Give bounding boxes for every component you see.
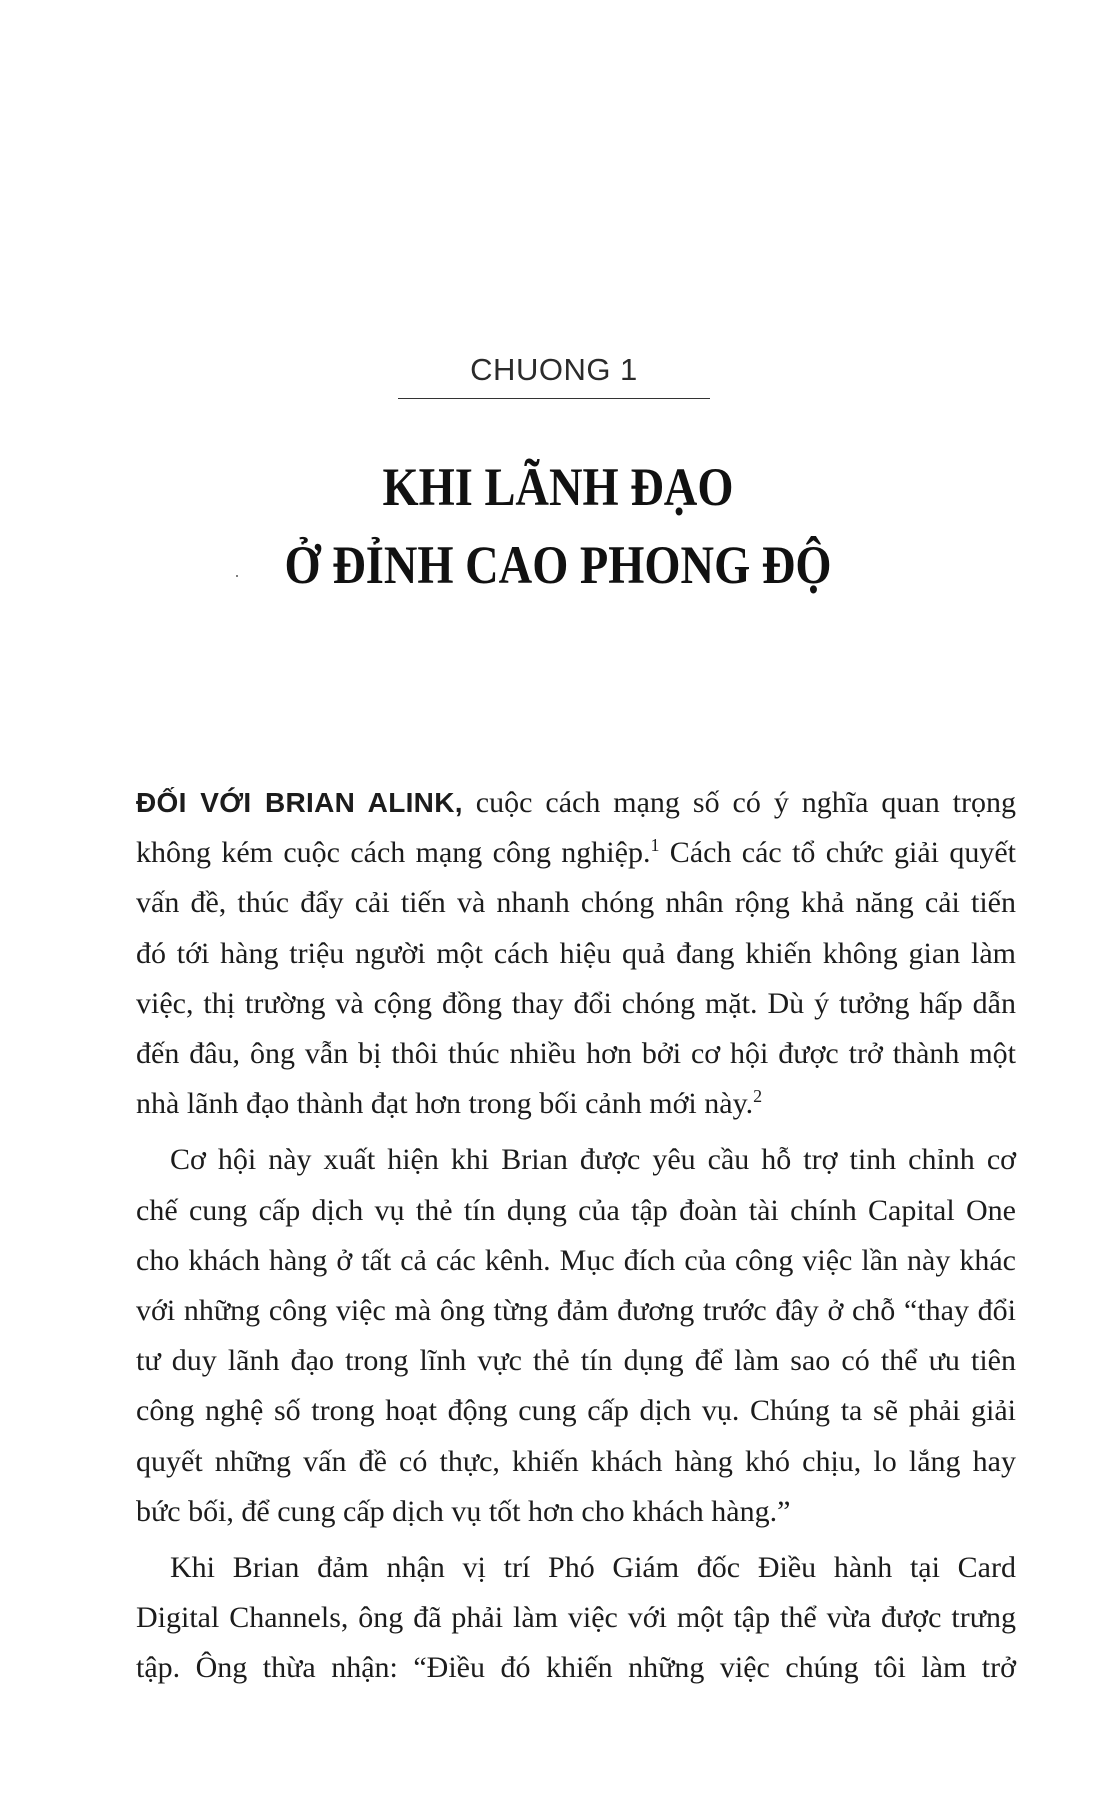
- paragraph-line: [136, 1543, 1016, 1593]
- paragraph-line: tập. Ông thừa nhận: “Điều đó khiến những việc chúng tôi làm trở: [136, 1651, 1016, 1685]
- paragraph-line: đó tới hàng triệu người một cách hiệu quả đang khiến không gian làm: [136, 936, 1016, 970]
- chapter-title: [78, 448, 1038, 604]
- line-text: Cách các tổ chức giải quyết: [659, 836, 1017, 870]
- paragraph-line: bức bối, để cung cấp dịch vụ tốt hơn cho khách hàng.”: [136, 1494, 791, 1528]
- paragraph-line: chế cung cấp dịch vụ thẻ tín dụng của tập đoàn tài chính Capital One: [136, 1193, 1016, 1227]
- paragraph-line: Digital Channels, ông đã phải làm việc với một tập thể vừa được trưng: [136, 1601, 1016, 1635]
- line-text: không kém cuộc cách mạng công nghiệp.: [136, 836, 651, 870]
- paragraph-line: với những công việc mà ông từng đảm đương trước đây ở chỗ “thay đổi: [136, 1294, 1016, 1328]
- chapter-label: CHUONG 1: [470, 352, 638, 387]
- paragraph-line: cho khách hàng ở tất cả các kênh. Mục đích của công việc lần này khác: [136, 1243, 1016, 1277]
- paragraph-line: việc, thị trường và cộng đồng thay đổi chóng mặt. Dù ý tưởng hấp dẫn: [136, 986, 1016, 1020]
- scan-speck: [236, 575, 238, 577]
- line-text: Cơ hội này xuất hiện khi Brian được yêu cầu hỗ trợ tinh chỉnh cơ: [170, 1143, 1016, 1177]
- body-text: [136, 778, 1016, 1694]
- paragraph-line: [136, 1079, 1016, 1129]
- line-text: nhà lãnh đạo thành đạt hơn trong bối cảnh mới này.: [136, 1087, 754, 1121]
- lead-in: ĐỐI VỚI BRIAN ALINK,: [136, 787, 463, 818]
- paragraph-2: [136, 1135, 1016, 1537]
- footnote-marker-2: 2: [753, 1086, 763, 1107]
- footnote-marker-1: 1: [650, 835, 660, 856]
- chapter-title-line-1: KHI LÃNH ĐẠO: [382, 457, 734, 517]
- paragraph-line: [136, 778, 1016, 828]
- paragraph-1: [136, 778, 1016, 1129]
- paragraph-line: đến đâu, ông vẫn bị thôi thúc nhiều hơn bởi cơ hội được trở thành một: [136, 1037, 1016, 1071]
- chapter-divider: [398, 398, 710, 399]
- paragraph-line: [136, 1135, 1016, 1185]
- chapter-title-line-2: Ở ĐỈNH CAO PHONG ĐỘ: [284, 535, 832, 595]
- paragraph-line: công nghệ số trong hoạt động cung cấp dịch vụ. Chúng ta sẽ phải giải: [136, 1394, 1016, 1428]
- line-text: Khi Brian đảm nhận vị trí Phó Giám đốc Điều hành tại Card: [170, 1551, 1016, 1585]
- paragraph-line: quyết những vấn đề có thực, khiến khách hàng khó chịu, lo lắng hay: [136, 1444, 1016, 1478]
- paragraph-line: tư duy lãnh đạo trong lĩnh vực thẻ tín dụng để làm sao có thể ưu tiên: [136, 1344, 1016, 1378]
- line-text: cuộc cách mạng số có ý nghĩa quan trọng: [462, 786, 1017, 819]
- paragraph-line: vấn đề, thúc đẩy cải tiến và nhanh chóng nhân rộng khả năng cải tiến: [136, 886, 1016, 920]
- paragraph-3: [136, 1543, 1016, 1694]
- paragraph-line: [136, 828, 1016, 878]
